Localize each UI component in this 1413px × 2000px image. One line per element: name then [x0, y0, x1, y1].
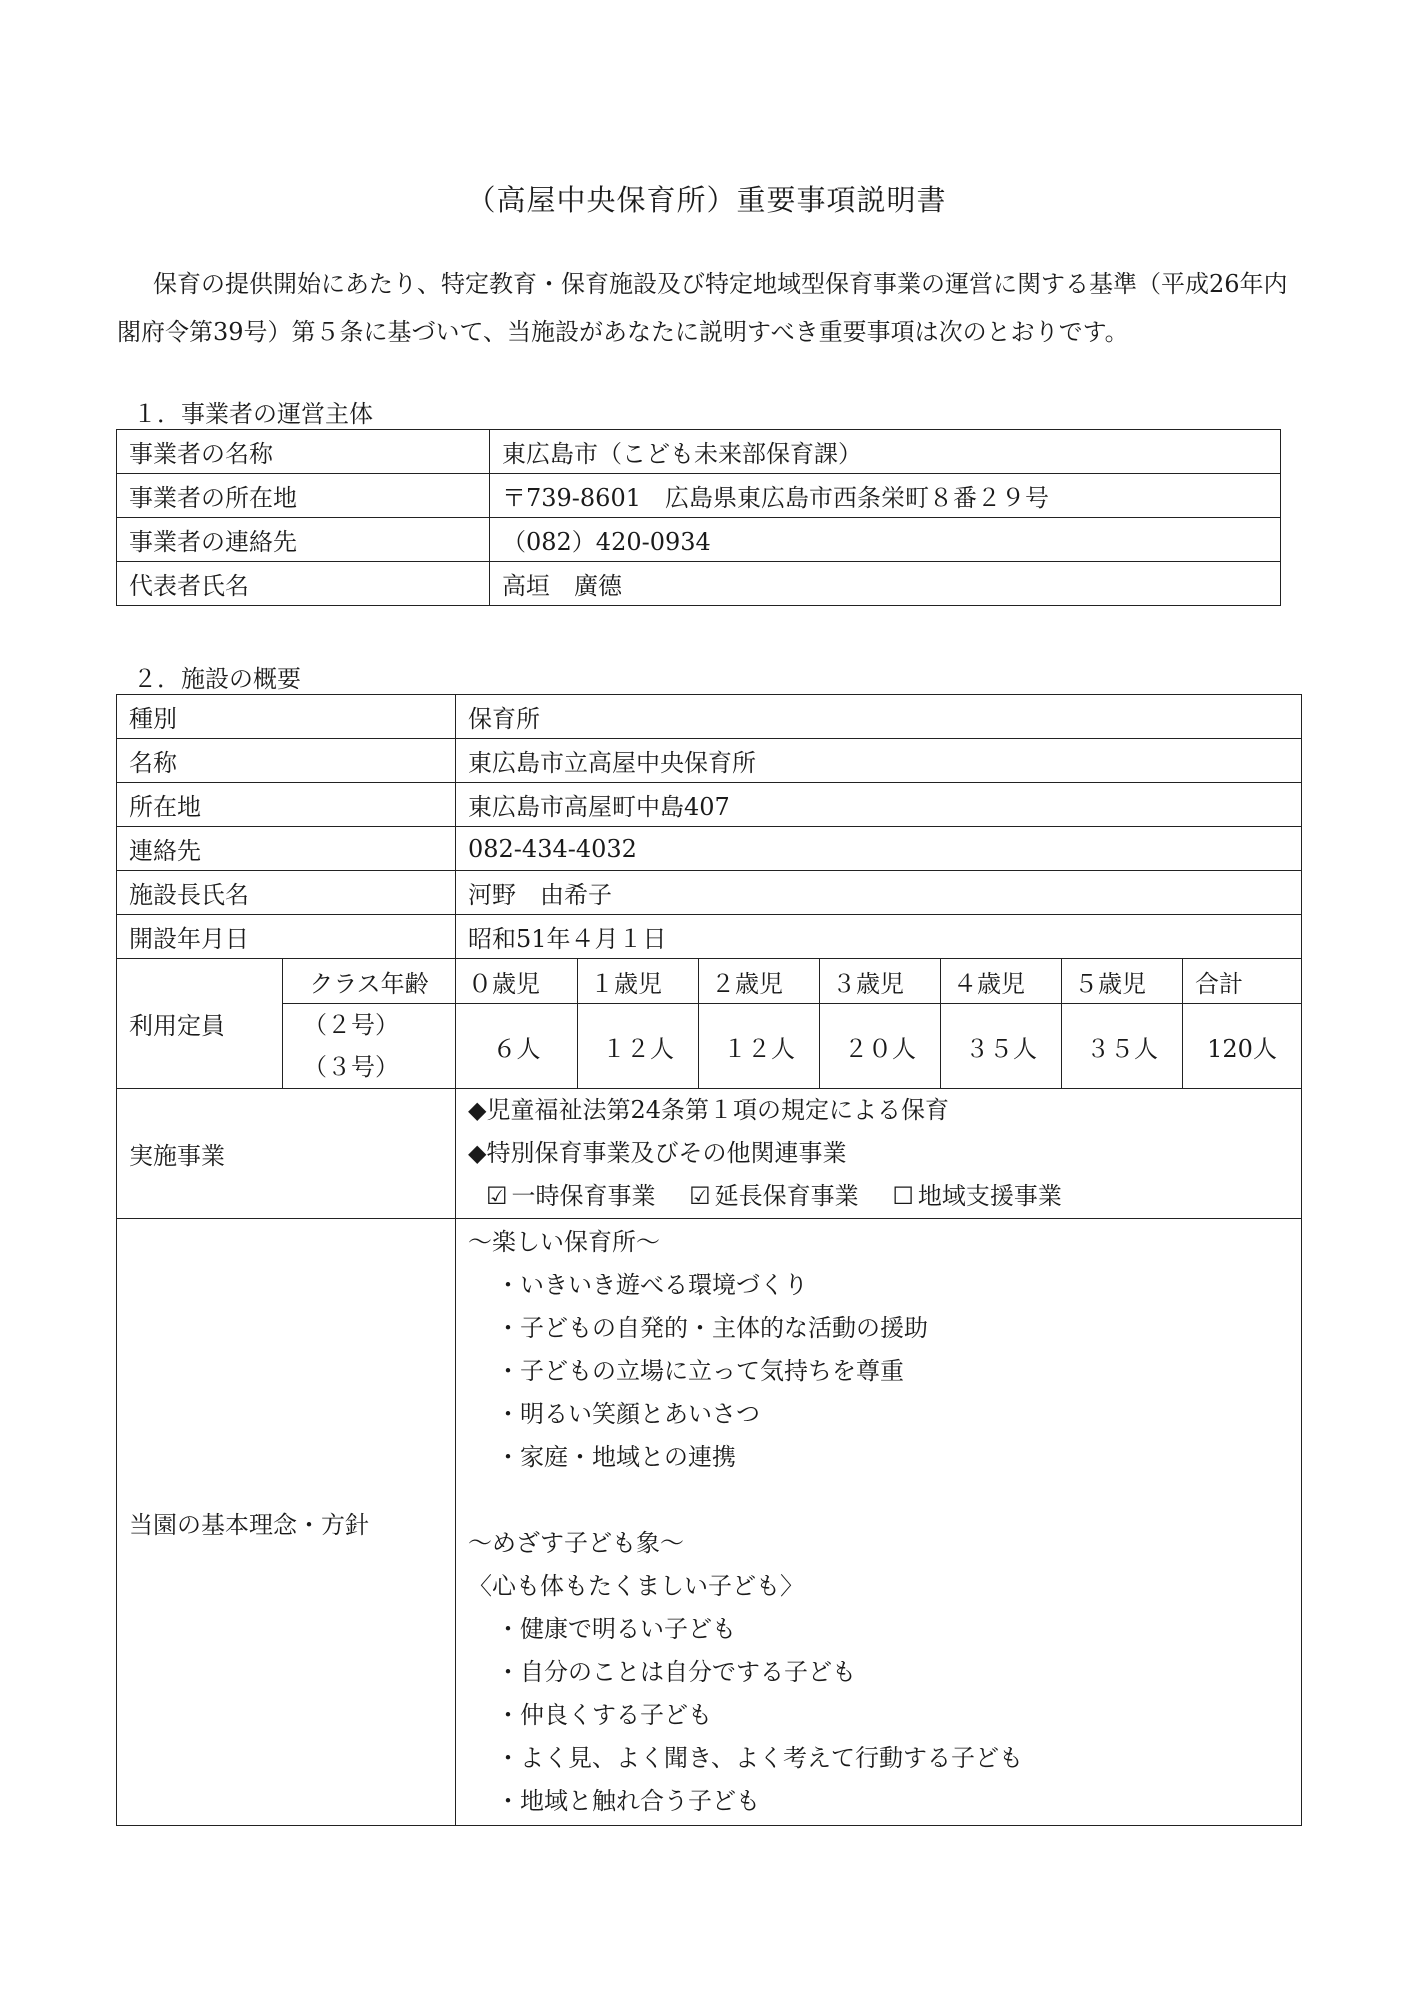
philosophy-subheading: 〈心も体もたくましい子ども〉	[468, 1572, 804, 1600]
list-item: ・地域と触れ合う子ども	[496, 1787, 760, 1815]
count-age-2: １２人	[699, 1004, 820, 1089]
count-age-0: ６人	[456, 1004, 578, 1089]
age-1-label: １歳児	[578, 959, 699, 1004]
document-title: （高屋中央保育所）重要事項説明書	[466, 183, 947, 217]
table-row	[117, 695, 1302, 739]
facility-contact-value: 082-434-4032	[456, 827, 1302, 871]
age-2-label: ２歳児	[699, 959, 820, 1004]
class-age-label: クラス年齢	[283, 959, 456, 1004]
section2-heading: ２．施設の概要	[133, 665, 301, 693]
section1-heading: １．事業者の運営主体	[133, 400, 373, 428]
count-age-1: １２人	[578, 1004, 699, 1089]
table-row	[117, 871, 1302, 915]
list-item: ・よく見、よく聞き、よく考えて行動する子ども	[496, 1744, 1024, 1772]
opening-date-label: 開設年月日	[117, 915, 456, 959]
opening-date-value: 昭和51年４月１日	[456, 915, 1302, 959]
list-item: ・仲良くする子ども	[496, 1701, 712, 1729]
facility-name-label: 名称	[117, 739, 456, 783]
list-item: ・健康で明るい子ども	[496, 1615, 736, 1643]
age-5-label: ５歳児	[1062, 959, 1183, 1004]
count-age-4: ３５人	[941, 1004, 1062, 1089]
table-row	[117, 474, 1281, 518]
list-item: ・子どもの立場に立って気持ちを尊重	[496, 1357, 904, 1385]
unchecked-box-icon: ☐	[892, 1182, 914, 1210]
representative-value: 高垣 廣德	[490, 562, 1281, 606]
facility-contact-label: 連絡先	[117, 827, 456, 871]
operator-address-label: 事業者の所在地	[117, 474, 490, 518]
age-3-label: ３歳児	[820, 959, 941, 1004]
programs-line-1: ◆児童福祉法第24条第１項の規定による保育	[468, 1096, 949, 1124]
operator-contact-value: （082）420-0934	[490, 518, 1281, 562]
table-row	[117, 783, 1302, 827]
check-label: 一時保育事業	[511, 1182, 656, 1210]
operator-name-value: 東広島市（こども未来部保育課）	[490, 430, 1281, 474]
count-total: 120人	[1183, 1004, 1302, 1089]
list-item: ・明るい笑顔とあいさつ	[496, 1400, 760, 1428]
type-label: 種別	[117, 695, 456, 739]
list-item: ・自分のことは自分でする子ども	[496, 1658, 856, 1686]
age-0-label: ０歳児	[456, 959, 578, 1004]
check-label: 延長保育事業	[714, 1182, 859, 1210]
programs-checklist	[468, 1175, 1289, 1218]
facility-name-value: 東広島市立高屋中央保育所	[456, 739, 1302, 783]
philosophy-heading-2: ～めざす子ども象～	[468, 1529, 684, 1557]
table-row	[117, 827, 1302, 871]
count-age-5: ３５人	[1062, 1004, 1183, 1089]
list-item: ・子どもの自発的・主体的な活動の援助	[496, 1314, 928, 1342]
capacity-header-row	[117, 959, 1302, 1004]
list-item: ・いきいき遊べる環境づくり	[496, 1271, 808, 1299]
location-label: 所在地	[117, 783, 456, 827]
total-label: 合計	[1183, 959, 1302, 1004]
type-value: 保育所	[456, 695, 1302, 739]
checked-box-icon: ☑	[689, 1182, 711, 1210]
table-row	[117, 915, 1302, 959]
list-item: ・家庭・地域との連携	[496, 1443, 736, 1471]
programs-label: 実施事業	[117, 1089, 456, 1219]
table-row	[117, 518, 1281, 562]
check-temporary-care	[486, 1182, 656, 1210]
philosophy-label: 当園の基本理念・方針	[117, 1219, 456, 1826]
director-value: 河野 由希子	[456, 871, 1302, 915]
checked-box-icon: ☑	[486, 1182, 508, 1210]
capacity-label: 利用定員	[117, 959, 283, 1089]
representative-label: 代表者氏名	[117, 562, 490, 606]
check-extended-care	[689, 1182, 859, 1210]
table-row	[117, 430, 1281, 474]
facility-table	[116, 694, 1302, 1826]
capacity-sub-label-3: （３号）	[303, 1053, 399, 1081]
spacer	[468, 1479, 1289, 1522]
table-row	[117, 739, 1302, 783]
philosophy-heading-1: ～楽しい保育所～	[468, 1228, 660, 1256]
capacity-sub-label-2: （２号）	[303, 1011, 399, 1039]
capacity-values-row	[117, 1004, 1302, 1089]
age-4-label: ４歳児	[941, 959, 1062, 1004]
director-label: 施設長氏名	[117, 871, 456, 915]
check-community-support	[892, 1182, 1062, 1210]
count-age-3: ２０人	[820, 1004, 941, 1089]
operator-table	[116, 429, 1281, 606]
operator-contact-label: 事業者の連絡先	[117, 518, 490, 562]
programs-line-2: ◆特別保育事業及びその他関連事業	[468, 1139, 847, 1167]
intro-paragraph: 保育の提供開始にあたり、特定教育・保育施設及び特定地域型保育事業の運営に関する基準（平成26年内閣府令第39号）第５条に基づいて、当施設があなたに説明すべき重要事項は次のとおりです。	[117, 270, 1288, 346]
programs-row	[117, 1089, 1302, 1219]
philosophy-row	[117, 1219, 1302, 1826]
location-value: 東広島市高屋町中島407	[456, 783, 1302, 827]
operator-name-label: 事業者の名称	[117, 430, 490, 474]
operator-address-value: 〒739-8601 広島県東広島市西条栄町８番２９号	[490, 474, 1281, 518]
table-row	[117, 562, 1281, 606]
check-label: 地域支援事業	[917, 1182, 1062, 1210]
